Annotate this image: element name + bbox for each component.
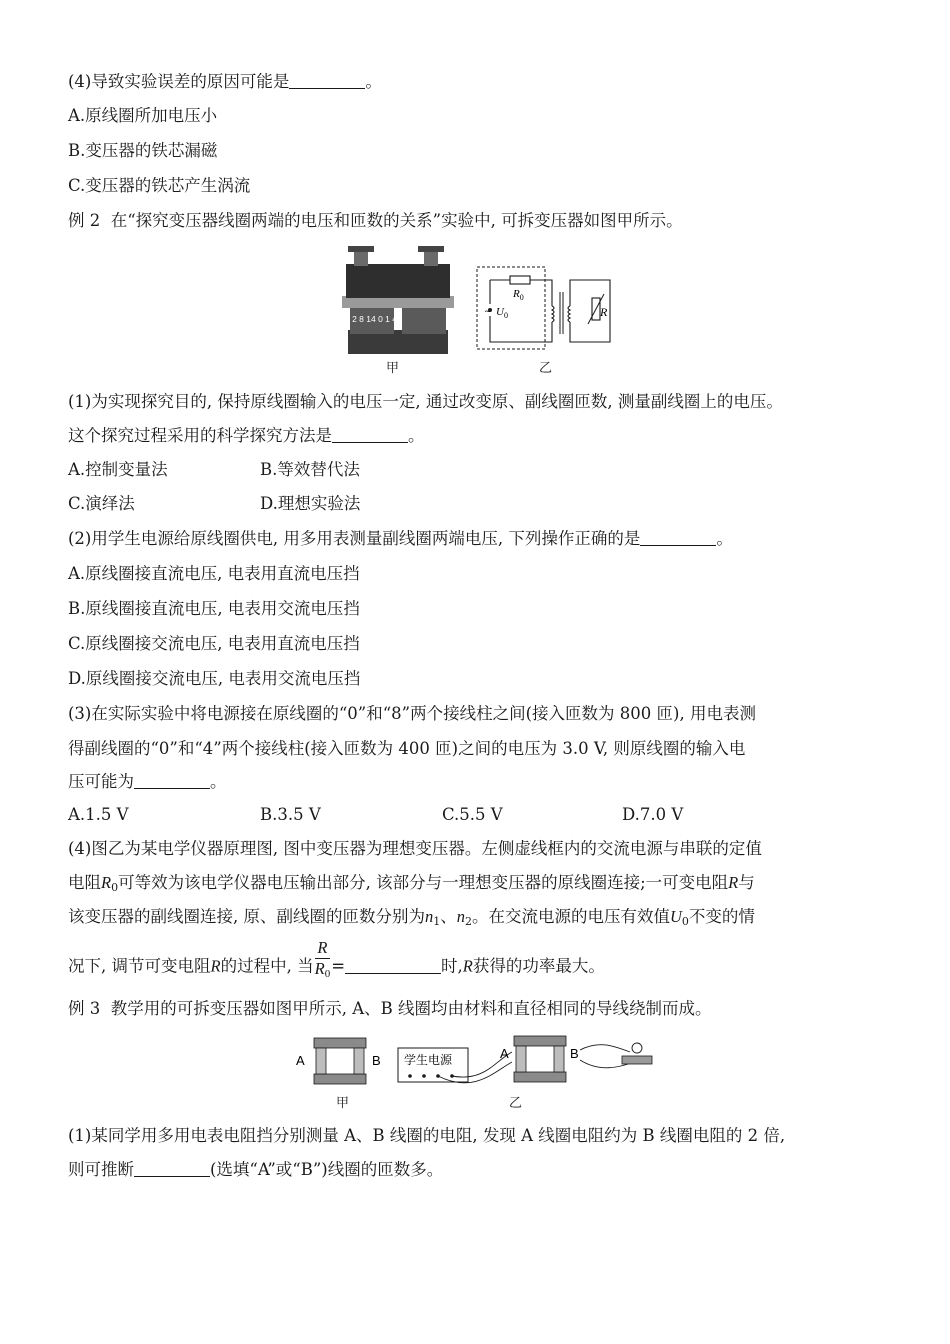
answer-blank[interactable] — [345, 957, 441, 974]
yoke-bottom — [514, 1072, 566, 1082]
ex2-q1-option-a: A.控制变量法 — [68, 460, 168, 479]
ex3-transformer-figure — [294, 1034, 386, 1090]
primary-coil — [552, 306, 554, 322]
ex2-q2-option-a: A.原线圈接直流电压, 电表用直流电压挡 — [68, 564, 360, 583]
r0-label: $R_0$ — [513, 288, 524, 302]
yoke-bottom — [314, 1074, 366, 1084]
coil-a — [316, 1048, 326, 1074]
yoke-top — [314, 1038, 366, 1048]
answer-blank[interactable] — [289, 72, 365, 89]
label-a: A — [296, 1053, 305, 1068]
ex2-q2-option-c: C.原线圈接交流电压, 电表用直流电压挡 — [68, 634, 360, 653]
terminal-labels: 0 2 8 14 0 1 4 — [345, 314, 397, 324]
option-b: B.变压器的铁芯漏磁 — [68, 141, 218, 160]
answer-blank[interactable] — [134, 772, 210, 789]
ex3-circuit-figure — [394, 1032, 656, 1098]
resistance-ratio-fraction: $\frac{R}{R_0}$ — [314, 938, 331, 980]
iron-yoke — [346, 264, 450, 298]
option-a: A.原线圈所加电压小 — [68, 106, 218, 125]
transformer-photo-figure — [336, 244, 460, 356]
caption-yi: 乙 — [539, 361, 553, 376]
ex2-q3-option-c: C.5.5 V — [442, 805, 503, 824]
ex2-q4-line1: (4)图乙为某电学仪器原理图, 图中变压器为理想变压器。左侧虚线框内的交流电源与串联的定值 — [68, 839, 762, 858]
label-b: B — [372, 1053, 381, 1068]
secondary-coil — [568, 306, 570, 322]
q4-stem-line: (4)导致实验误差的原因可能是 。 — [68, 72, 382, 91]
bulb-icon — [632, 1043, 642, 1053]
ex2-q4-line2: 电阻$R_0$可等效为该电学仪器电压输出部分, 该部分与一理想变压器的原线圈连接;一可变电阻R与 — [68, 873, 755, 894]
answer-blank[interactable] — [640, 529, 716, 546]
ex2-q1-option-b: B.等效替代法 — [260, 460, 360, 479]
knob-top-left — [348, 246, 374, 252]
ex2-q1-option-d: D.理想实验法 — [260, 494, 361, 513]
circuit-diagram — [474, 264, 616, 352]
ex2-q4-line4: 况下, 调节可变电阻R的过程中, 当 $\frac{R}{R_0}$ = 时,R获得的功率最大。 — [68, 944, 605, 990]
ex2-q3-option-a: A.1.5 V — [68, 805, 129, 824]
ex3-caption-jia: 甲 — [336, 1096, 350, 1111]
screw-knob-right — [424, 252, 438, 266]
example-2-intro: 例 2 在“探究变压器线圈两端的电压和匝数的关系”实验中, 可拆变压器如图甲所示。 — [68, 211, 683, 230]
knob-top-right — [418, 246, 444, 252]
r-label: R — [600, 305, 608, 319]
ac-symbol: ~ — [484, 307, 492, 317]
coil-b — [354, 1048, 364, 1074]
answer-blank[interactable] — [332, 426, 408, 443]
label-a: A — [500, 1046, 509, 1061]
u0-label: $U_0$ — [496, 306, 508, 320]
yoke-top — [514, 1036, 566, 1046]
ex2-q3-option-d: D.7.0 V — [622, 805, 684, 824]
ex3-q1-line2: 则可推断 (选填“A”或“B”)线圈的匝数多。 — [68, 1160, 444, 1179]
supply-label: 学生电源 — [404, 1053, 453, 1067]
lamp-base — [622, 1056, 652, 1064]
ex3-caption-yi: 乙 — [509, 1096, 523, 1111]
ex2-q3-line2: 得副线圈的“0”和“4”两个接线柱(接入匝数为 400 匝)之间的电压为 3.0 V, 则原线圈的输入电 — [68, 739, 746, 758]
ex2-q1-line2: 这个探究过程采用的科学探究方法是 。 — [68, 426, 425, 445]
ex2-q3-line3: 压可能为 。 — [68, 772, 227, 791]
ex2-q1-option-c: C.演绎法 — [68, 494, 135, 513]
answer-blank[interactable] — [134, 1160, 210, 1177]
option-c: C.变压器的铁芯产生涡流 — [68, 176, 251, 195]
ex2-q4-line3: 该变压器的副线圈连接, 原、副线圈的匝数分别为$n_1$、$n_2$。在交流电源的电压有效值$U_0$不变的情 — [68, 907, 755, 928]
example-label: 例 3 — [68, 999, 101, 1018]
ex2-q3-option-b: B.3.5 V — [260, 805, 321, 824]
screw-knob-left — [354, 252, 368, 266]
ex2-q2-option-d: D.原线圈接交流电压, 电表用交流电压挡 — [68, 669, 361, 688]
supply-terminal — [408, 1074, 412, 1078]
caption-jia: 甲 — [386, 361, 400, 376]
r0-resistor — [510, 276, 530, 284]
ex2-q1-line1: (1)为实现探究目的, 保持原线圈输入的电压一定, 通过改变原、副线圈匝数, 测量副线圈上的电压。 — [68, 392, 783, 411]
coil-right — [402, 306, 446, 334]
ex2-q2-stem: (2)用学生电源给原线圈供电, 用多用表测量副线圈两端电压, 下列操作正确的是 。 — [68, 529, 733, 548]
supply-terminal — [422, 1074, 426, 1078]
example-label: 例 2 — [68, 211, 101, 230]
ex2-q3-line1: (3)在实际实验中将电源接在原线圈的“0”和“8”两个接线柱之间(接入匝数为 800 匝), 用电表测 — [68, 704, 756, 723]
coil-b — [554, 1046, 564, 1072]
example-3-intro: 例 3 教学用的可拆变压器如图甲所示, A、B 线圈均由材料和直径相同的导线绕制而成。 — [68, 999, 712, 1018]
coil-a — [516, 1046, 526, 1072]
label-b: B — [570, 1046, 579, 1061]
ex3-q1-line1: (1)某同学用多用电表电阻挡分别测量 A、B 线圈的电阻, 发现 A 线圈电阻约为 B 线圈电阻的 2 倍, — [68, 1126, 786, 1145]
ex2-q2-option-b: B.原线圈接直流电压, 电表用交流电压挡 — [68, 599, 360, 618]
